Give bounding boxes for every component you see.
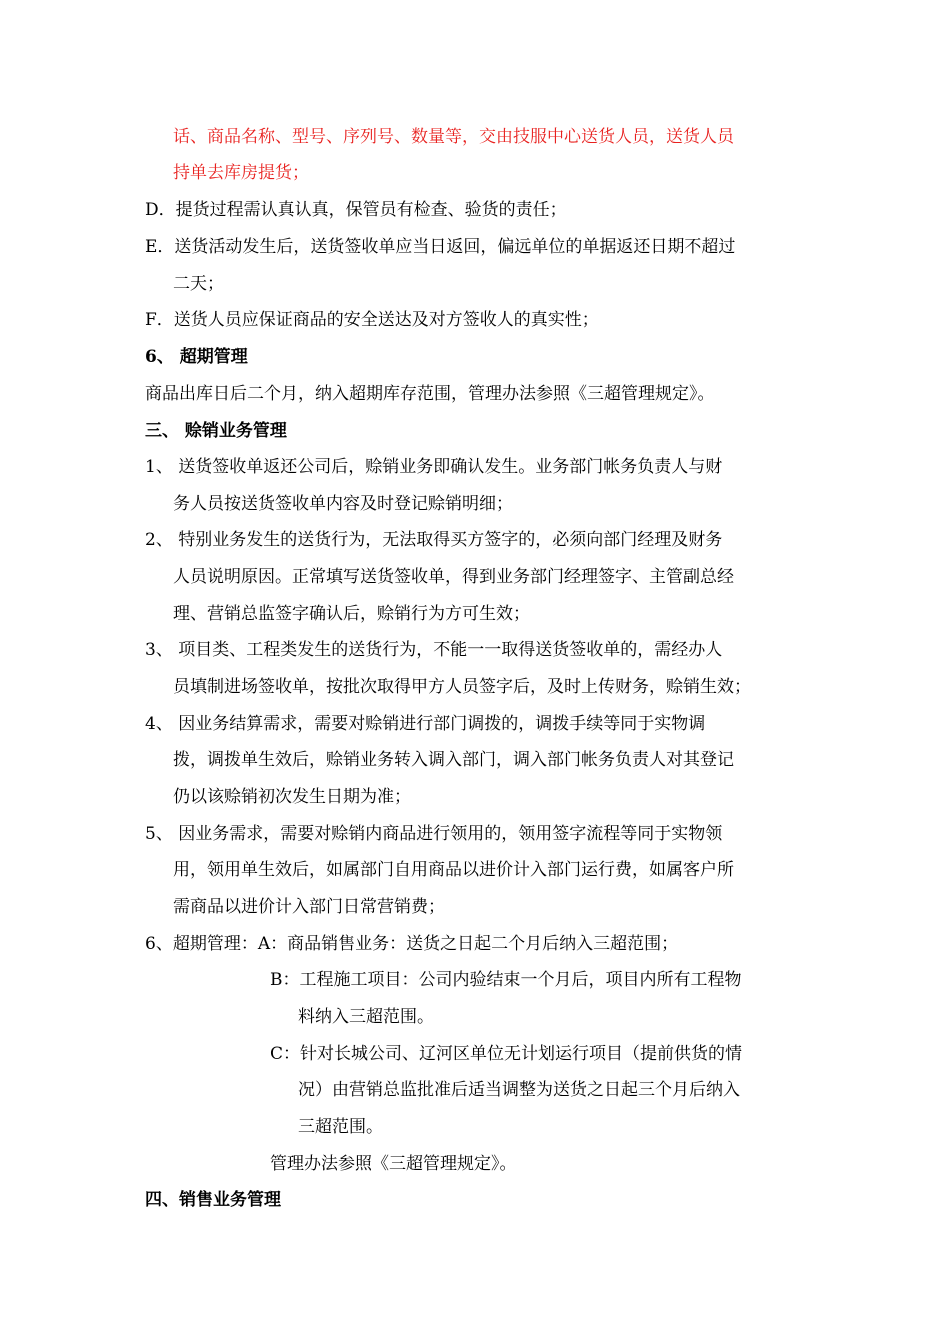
item-6-line-a: 6、超期管理：A：商品销售业务：送货之日起二个月后纳入三超范围； <box>145 934 679 954</box>
item-2-line-2: 人员说明原因。正常填写送货签收单，得到业务部门经理签字、主管副总经 <box>173 567 734 587</box>
item-4-line-3: 仍以该赊销初次发生日期为准； <box>173 787 411 807</box>
item-6-line-c-3: 三超范围。 <box>298 1117 383 1137</box>
item-4-line-1: 4、 因业务结算需求，需要对赊销进行部门调拨的，调拨手续等同于实物调 <box>145 714 706 734</box>
item-3-line-2: 员填制进场签收单，按批次取得甲方人员签字后，及时上传财务，赊销生效； <box>173 677 751 697</box>
item-5-line-2: 用，领用单生效后，如属部门自用商品以进价计入部门运行费，如属客户所 <box>173 860 734 880</box>
item-4-line-2: 拨，调拨单生效后，赊销业务转入调入部门，调入部门帐务负责人对其登记 <box>173 750 734 770</box>
item-e-line-1: E．送货活动发生后，送货签收单应当日返回，偏远单位的单据返还日期不超过 <box>145 237 736 257</box>
item-e-line-2: 二天； <box>173 274 224 294</box>
item-6-reference: 管理办法参照《三超管理规定》。 <box>270 1154 517 1174</box>
red-line-1: 话、商品名称、型号、序列号、数量等，交由技服中心送货人员，送货人员 <box>173 127 734 147</box>
item-6-line-c-2: 况）由营销总监批准后适当调整为送货之日起三个月后纳入 <box>298 1080 740 1100</box>
item-2-line-3: 理、营销总监签字确认后，赊销行为方可生效； <box>173 604 530 624</box>
item-1-line-1: 1、 送货签收单返还公司后，赊销业务即确认发生。业务部门帐务负责人与财 <box>145 457 723 477</box>
item-d: D．提货过程需认真认真，保管员有检查、验货的责任； <box>145 200 567 220</box>
item-f: F．送货人员应保证商品的安全送达及对方签收人的真实性； <box>145 310 599 330</box>
section-heading-4: 四、销售业务管理 <box>145 1190 281 1210</box>
item-3-line-1: 3、 项目类、工程类发生的送货行为，不能一一取得送货签收单的，需经办人 <box>145 640 723 660</box>
item-6-line-c-1: C：针对长城公司、辽河区单位无计划运行项目（提前供货的情 <box>270 1044 743 1064</box>
red-line-2: 持单去库房提货； <box>173 163 309 183</box>
section-heading-3: 三、 赊销业务管理 <box>145 421 287 441</box>
item-2-line-1: 2、 特别业务发生的送货行为，无法取得买方签字的，必须向部门经理及财务 <box>145 530 723 550</box>
item-6-line-b-1: B：工程施工项目：公司内验结束一个月后，项目内所有工程物 <box>270 970 742 990</box>
item-1-line-2: 务人员按送货签收单内容及时登记赊销明细； <box>173 494 513 514</box>
item-6-line-b-2: 料纳入三超范围。 <box>298 1007 434 1027</box>
item-5-line-3: 需商品以进价计入部门日常营销费； <box>173 897 445 917</box>
overdue-text: 商品出库日后二个月，纳入超期库存范围，管理办法参照《三超管理规定》。 <box>145 384 715 404</box>
heading-overdue: 6、 超期管理 <box>145 347 248 367</box>
item-5-line-1: 5、 因业务需求，需要对赊销内商品进行领用的，领用签字流程等同于实物领 <box>145 824 723 844</box>
